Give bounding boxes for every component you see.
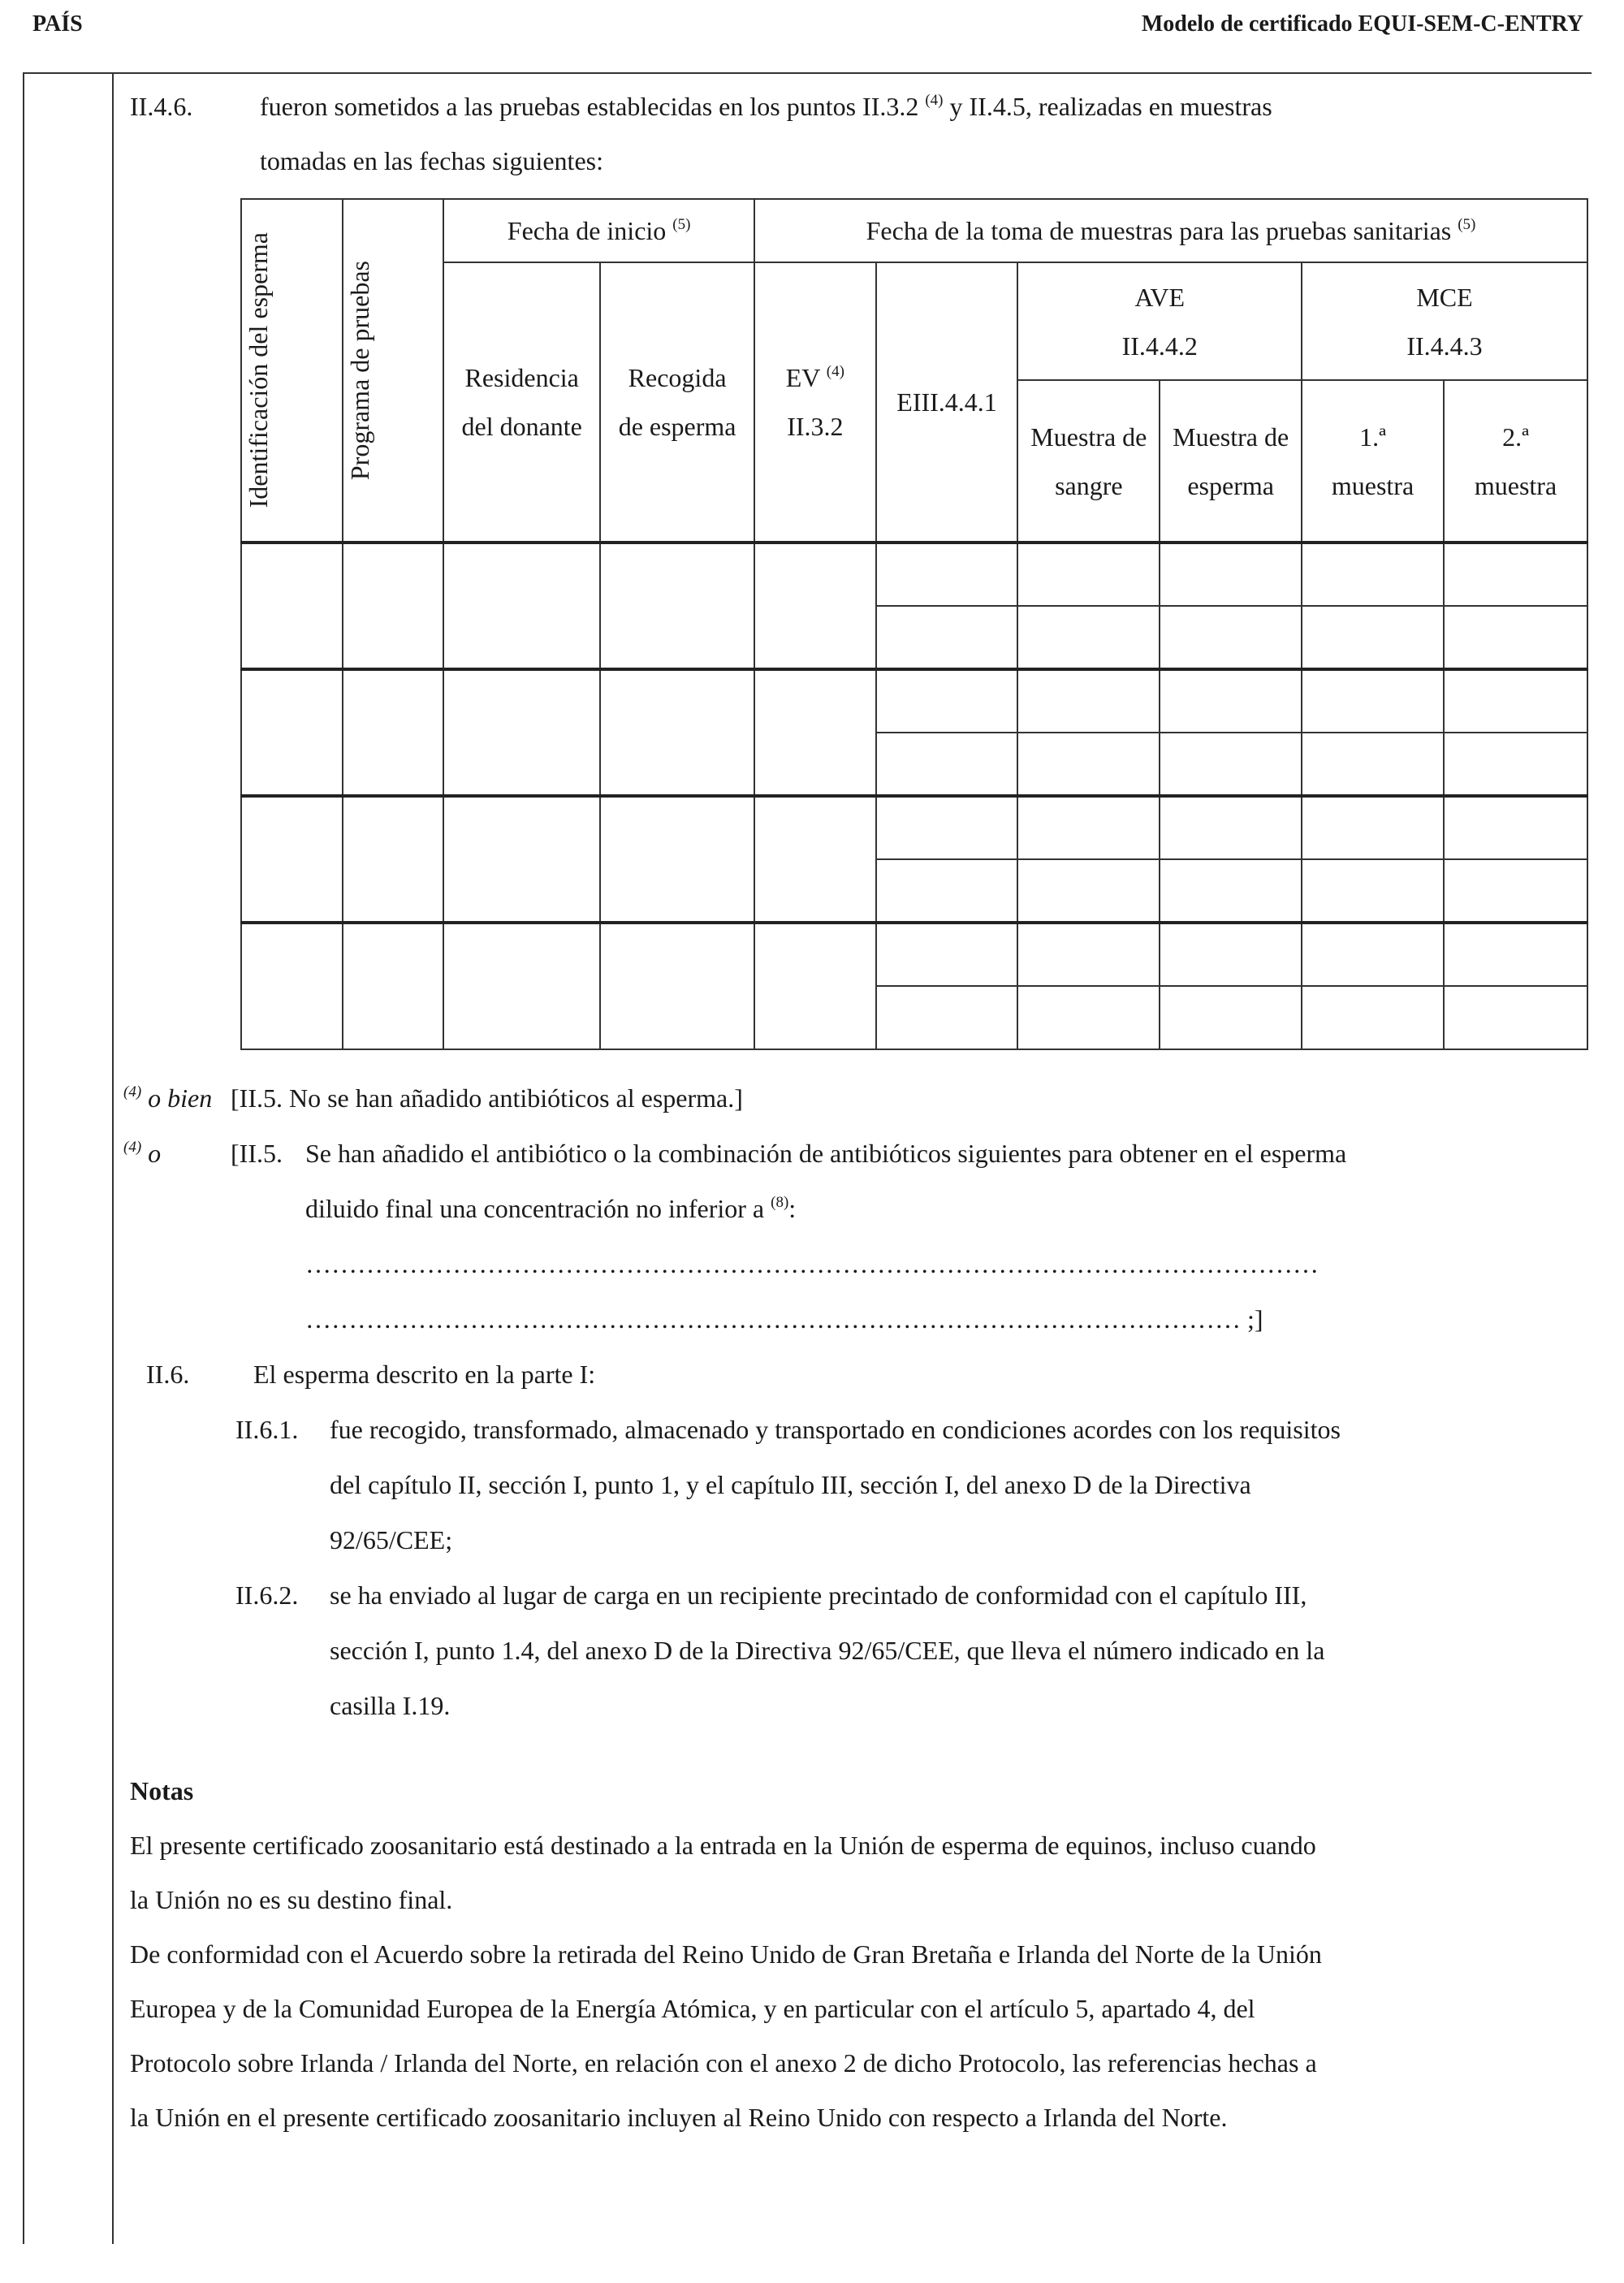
footnote-ref-4d: (4) bbox=[123, 1139, 142, 1156]
option-2-text1: Se han añadido el antibiótico o la combinación de antibióticos siguientes para obtener en el esperma bbox=[305, 1139, 1347, 1168]
col-start-date-label: Fecha de inicio bbox=[507, 216, 667, 245]
table-cell[interactable] bbox=[1160, 669, 1302, 733]
col-ave-ref: II.4.4.2 bbox=[1121, 331, 1198, 361]
option-1-label-text: o bien bbox=[148, 1083, 213, 1113]
p261-body bbox=[330, 1402, 1341, 1567]
col-test-program-label: Programa de pruebas bbox=[344, 260, 374, 481]
table-cell[interactable] bbox=[876, 669, 1018, 733]
col-mce-ref: II.4.4.3 bbox=[1406, 331, 1483, 361]
note2-line2: Europea y de la Comunidad Europea de la Energía Atómica, y en particular con el artículo 5, apartado 4, del bbox=[130, 1994, 1255, 2023]
table-cell[interactable] bbox=[1444, 733, 1587, 796]
footnote-ref-8: (8) bbox=[771, 1194, 789, 1211]
col-sampling-date-label: Fecha de la toma de muestras para las pruebas sanitarias bbox=[866, 216, 1452, 245]
table-cell[interactable] bbox=[241, 669, 343, 796]
option-2-number: [II.5. bbox=[231, 1139, 283, 1168]
table-cell[interactable] bbox=[443, 796, 600, 923]
table-cell[interactable] bbox=[241, 923, 343, 1049]
col-ev-label: EV bbox=[785, 363, 820, 392]
table-cell[interactable] bbox=[443, 669, 600, 796]
frame-inner-border bbox=[112, 72, 114, 2244]
note1-line1: El presente certificado zoosanitario está destinado a la entrada en la Unión de esperma de equinos, incluso cuando bbox=[130, 1831, 1316, 1860]
col-first-sample-label: 1.ª muestra bbox=[1331, 422, 1415, 500]
option-2-label bbox=[123, 1126, 231, 1181]
p261-line2: del capítulo II, sección I, punto 1, y el capítulo III, sección I, del anexo D de la Directiva bbox=[330, 1470, 1251, 1499]
col-second-sample-label: 2.ª muestra bbox=[1474, 422, 1557, 500]
option-1 bbox=[123, 1070, 1577, 1126]
col-blood-sample bbox=[1017, 380, 1160, 543]
note2-line3: Protocolo sobre Irlanda / Irlanda del Norte, en relación con el anexo 2 de dicho Protocolo, las referencias hechas a bbox=[130, 2048, 1317, 2078]
table-cell[interactable] bbox=[1444, 859, 1587, 923]
table-cell[interactable] bbox=[1017, 986, 1160, 1049]
header-country: PAÍS bbox=[32, 11, 83, 37]
table-cell[interactable] bbox=[1302, 733, 1444, 796]
col-sperm-id bbox=[241, 199, 343, 543]
option-1-text: [II.5. No se han añadido antibióticos al esperma.] bbox=[231, 1083, 743, 1113]
table-cell[interactable] bbox=[1017, 669, 1160, 733]
col-sperm-sample bbox=[1160, 380, 1302, 543]
p246-text1b: y II.4.5, realizadas en muestras bbox=[949, 92, 1272, 121]
col-mce bbox=[1302, 262, 1587, 380]
table-cell[interactable] bbox=[754, 923, 876, 1049]
table-cell[interactable] bbox=[1160, 543, 1302, 606]
p246-number: II.4.6. bbox=[130, 92, 193, 121]
table-cell[interactable] bbox=[241, 543, 343, 669]
table-cell[interactable] bbox=[343, 543, 444, 669]
col-sampling-date bbox=[754, 199, 1587, 262]
col-ev bbox=[754, 262, 876, 543]
table-cell[interactable] bbox=[754, 669, 876, 796]
table-cell[interactable] bbox=[1160, 923, 1302, 986]
note2-line4: la Unión en el presente certificado zoosanitario incluyen al Reino Unido con respecto a Irlanda del Norte. bbox=[130, 2103, 1228, 2132]
frame-left-border bbox=[23, 72, 24, 2244]
table-cell[interactable] bbox=[1444, 923, 1587, 986]
table-cell[interactable] bbox=[1017, 923, 1160, 986]
table-cell[interactable] bbox=[600, 923, 754, 1049]
table-cell[interactable] bbox=[1302, 669, 1444, 733]
table-cell[interactable] bbox=[1017, 796, 1160, 859]
table-cell[interactable] bbox=[1302, 986, 1444, 1049]
table-cell[interactable] bbox=[343, 669, 444, 796]
p261-line1: fue recogido, transformado, almacenado y transportado en condiciones acordes con los requisitos bbox=[330, 1415, 1341, 1444]
col-sperm-id-label: Identificación del esperma bbox=[244, 232, 273, 508]
table-cell[interactable] bbox=[1160, 733, 1302, 796]
col-sperm-collection bbox=[600, 262, 754, 543]
table-cell[interactable] bbox=[1302, 606, 1444, 669]
table-cell[interactable] bbox=[443, 543, 600, 669]
table-cell[interactable] bbox=[876, 796, 1018, 859]
table-cell[interactable] bbox=[1017, 543, 1160, 606]
col-donor-residence-label: Residencia del donante bbox=[461, 363, 582, 441]
table-cell[interactable] bbox=[876, 606, 1018, 669]
p26-number: II.6. bbox=[146, 1360, 190, 1389]
table-cell[interactable] bbox=[600, 796, 754, 923]
option-2-text2: diluido final una concentración no inferior a bbox=[305, 1194, 765, 1223]
table-cell[interactable] bbox=[754, 543, 876, 669]
option-1-label bbox=[123, 1070, 231, 1126]
col-sperm-sample-label: Muestra de esperma bbox=[1173, 422, 1289, 500]
table-cell[interactable] bbox=[1444, 543, 1587, 606]
sampling-dates-table bbox=[240, 198, 1588, 1050]
col-first-sample bbox=[1302, 380, 1444, 543]
footnote-ref-4: (4) bbox=[925, 92, 944, 109]
notes-section bbox=[130, 1764, 1583, 2145]
col-ave bbox=[1017, 262, 1302, 380]
table-cell[interactable] bbox=[876, 733, 1018, 796]
table-cell[interactable] bbox=[1160, 796, 1302, 859]
options-section bbox=[123, 1070, 1577, 1733]
p246-line1 bbox=[130, 80, 1583, 134]
frame-top-border bbox=[23, 72, 1592, 74]
footnote-ref-5b: (5) bbox=[1458, 216, 1476, 233]
p246-line2: tomadas en las fechas siguientes: bbox=[260, 146, 603, 175]
col-test-program bbox=[343, 199, 444, 543]
table-cell[interactable] bbox=[343, 796, 444, 923]
p262-line2: sección I, punto 1.4, del anexo D de la Directiva 92/65/CEE, que lleva el número indicado en la bbox=[330, 1636, 1325, 1665]
note2-line1: De conformidad con el Acuerdo sobre la retirada del Reino Unido de Gran Bretaña e Irlanda del Norte de la Unión bbox=[130, 1939, 1322, 1969]
option-2-label-text: o bbox=[148, 1139, 162, 1168]
table-cell[interactable] bbox=[1160, 859, 1302, 923]
p262-line3: casilla I.19. bbox=[330, 1691, 451, 1720]
col-donor-residence bbox=[443, 262, 600, 543]
table-cell[interactable] bbox=[876, 859, 1018, 923]
option-2-line2: diluido final una concentración no inferior a $^{(8)}$: bbox=[305, 1194, 797, 1223]
table-cell[interactable] bbox=[1017, 606, 1160, 669]
table-cell[interactable] bbox=[1160, 606, 1302, 669]
fill-line-1[interactable]: ……………………………………………………………………………………………………… bbox=[305, 1249, 1319, 1278]
col-eiii: EIII.4.4.1 bbox=[876, 262, 1018, 543]
col-second-sample bbox=[1444, 380, 1587, 543]
table-cell[interactable] bbox=[1444, 606, 1587, 669]
header-model: Modelo de certificado EQUI-SEM-C-ENTRY bbox=[1141, 11, 1583, 37]
p26-text: El esperma descrito en la parte I: bbox=[253, 1360, 596, 1389]
option-2 bbox=[123, 1126, 1577, 1181]
table-cell[interactable] bbox=[1302, 923, 1444, 986]
table-cell[interactable] bbox=[600, 543, 754, 669]
table-cell[interactable] bbox=[1302, 859, 1444, 923]
p246-text1 bbox=[260, 80, 1272, 134]
col-mce-label: MCE bbox=[1416, 282, 1473, 312]
table-row bbox=[241, 796, 1587, 859]
table-cell[interactable] bbox=[1017, 859, 1160, 923]
section-II-6 bbox=[123, 1347, 1577, 1402]
footnote-ref-5a: (5) bbox=[672, 216, 691, 233]
footnote-ref-4c: (4) bbox=[123, 1083, 142, 1100]
col-sperm-collection-label: Recogida de esperma bbox=[618, 363, 736, 441]
table-cell[interactable] bbox=[754, 796, 876, 923]
fill-line-2[interactable]: ……………………………………………………………………………………………… ;] bbox=[305, 1304, 1263, 1334]
table-cell[interactable] bbox=[600, 669, 754, 796]
table-cell[interactable] bbox=[1302, 796, 1444, 859]
table-cell[interactable] bbox=[343, 923, 444, 1049]
table-cell[interactable] bbox=[1444, 669, 1587, 733]
table-cell[interactable] bbox=[1302, 543, 1444, 606]
table-cell[interactable] bbox=[1017, 733, 1160, 796]
table-row bbox=[241, 923, 1587, 986]
table-row bbox=[241, 669, 1587, 733]
col-blood-sample-label: Muestra de sangre bbox=[1030, 422, 1147, 500]
footnote-ref-4b: (4) bbox=[826, 363, 844, 380]
table-row bbox=[241, 543, 1587, 606]
table-cell[interactable] bbox=[1160, 986, 1302, 1049]
col-ev-ref: II.3.2 bbox=[787, 412, 844, 441]
table-cell[interactable] bbox=[241, 796, 343, 923]
table-cell[interactable] bbox=[1444, 796, 1587, 859]
p262-body bbox=[330, 1567, 1324, 1733]
col-ave-label: AVE bbox=[1134, 282, 1186, 312]
p262-line1: se ha enviado al lugar de carga en un recipiente precintado de conformidad con el capítulo III, bbox=[330, 1580, 1307, 1610]
section-II-6-2 bbox=[123, 1567, 1577, 1733]
p261-number: II.6.1. bbox=[235, 1415, 299, 1444]
table-cell[interactable] bbox=[876, 543, 1018, 606]
table-cell[interactable] bbox=[876, 986, 1018, 1049]
p262-number: II.6.2. bbox=[235, 1580, 299, 1610]
section-II-6-1 bbox=[123, 1402, 1577, 1567]
table-cell[interactable] bbox=[443, 923, 600, 1049]
table-cell[interactable] bbox=[876, 923, 1018, 986]
note1-line2: la Unión no es su destino final. bbox=[130, 1885, 453, 1914]
notes-title: Notas bbox=[130, 1776, 194, 1805]
col-start-date bbox=[443, 199, 754, 262]
section-II-4-6 bbox=[130, 80, 1583, 188]
p261-line3: 92/65/CEE; bbox=[330, 1525, 453, 1554]
p246-text1a: fueron sometidos a las pruebas establecidas en los puntos II.3.2 bbox=[260, 92, 919, 121]
table-cell[interactable] bbox=[1444, 986, 1587, 1049]
